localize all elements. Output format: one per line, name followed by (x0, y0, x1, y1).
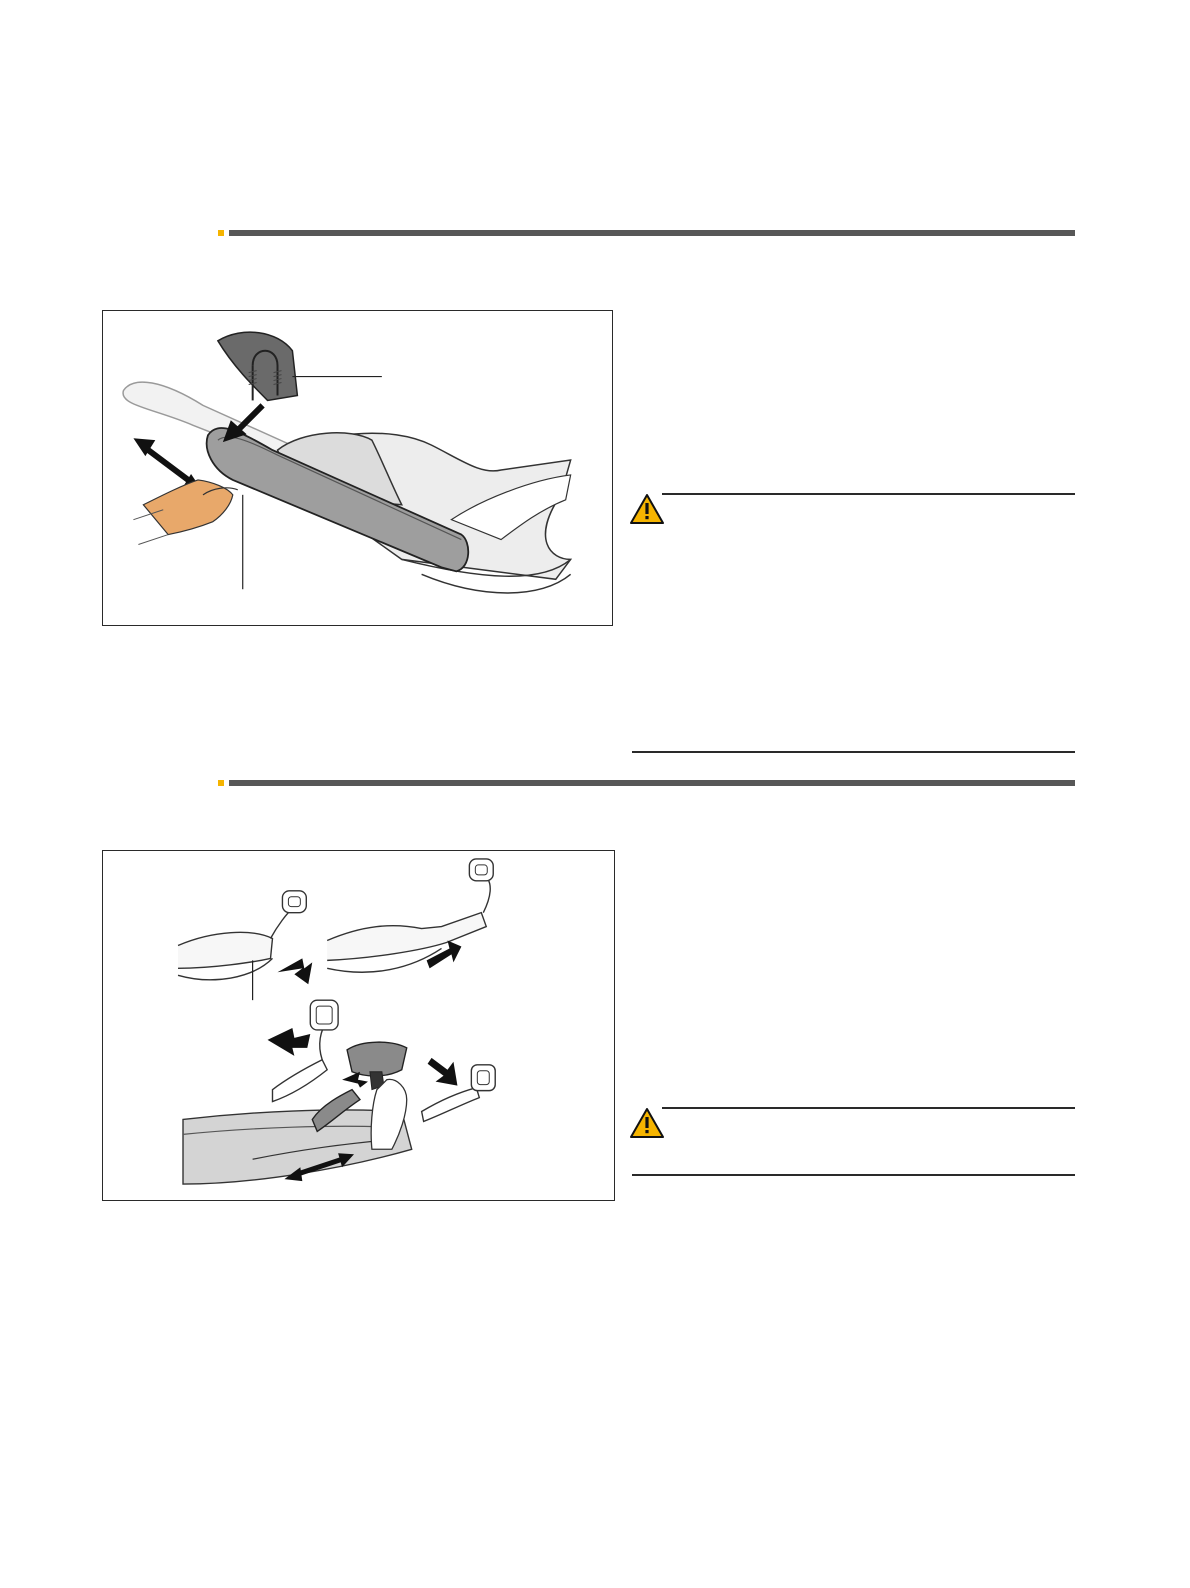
section-rule (229, 780, 1075, 786)
warning-bottom-rule (632, 751, 1075, 753)
warning-triangle-icon (629, 493, 665, 525)
section-rule (229, 230, 1075, 236)
section-header-rule-2 (218, 780, 1075, 786)
warning-top-rule (662, 1107, 1075, 1109)
headrest-adjustment-illustration (103, 851, 614, 1200)
section-marker-square (218, 780, 224, 786)
warning-bottom-rule (632, 1174, 1075, 1176)
warning-top-rule (662, 493, 1075, 495)
section-header-rule-1 (218, 230, 1075, 236)
headrest-insertion-illustration (103, 311, 612, 625)
figure-headrest-adjustment (102, 850, 615, 1201)
section-marker-square (218, 230, 224, 236)
figure-headrest-insertion (102, 310, 613, 626)
warning-triangle-icon (629, 1107, 665, 1139)
